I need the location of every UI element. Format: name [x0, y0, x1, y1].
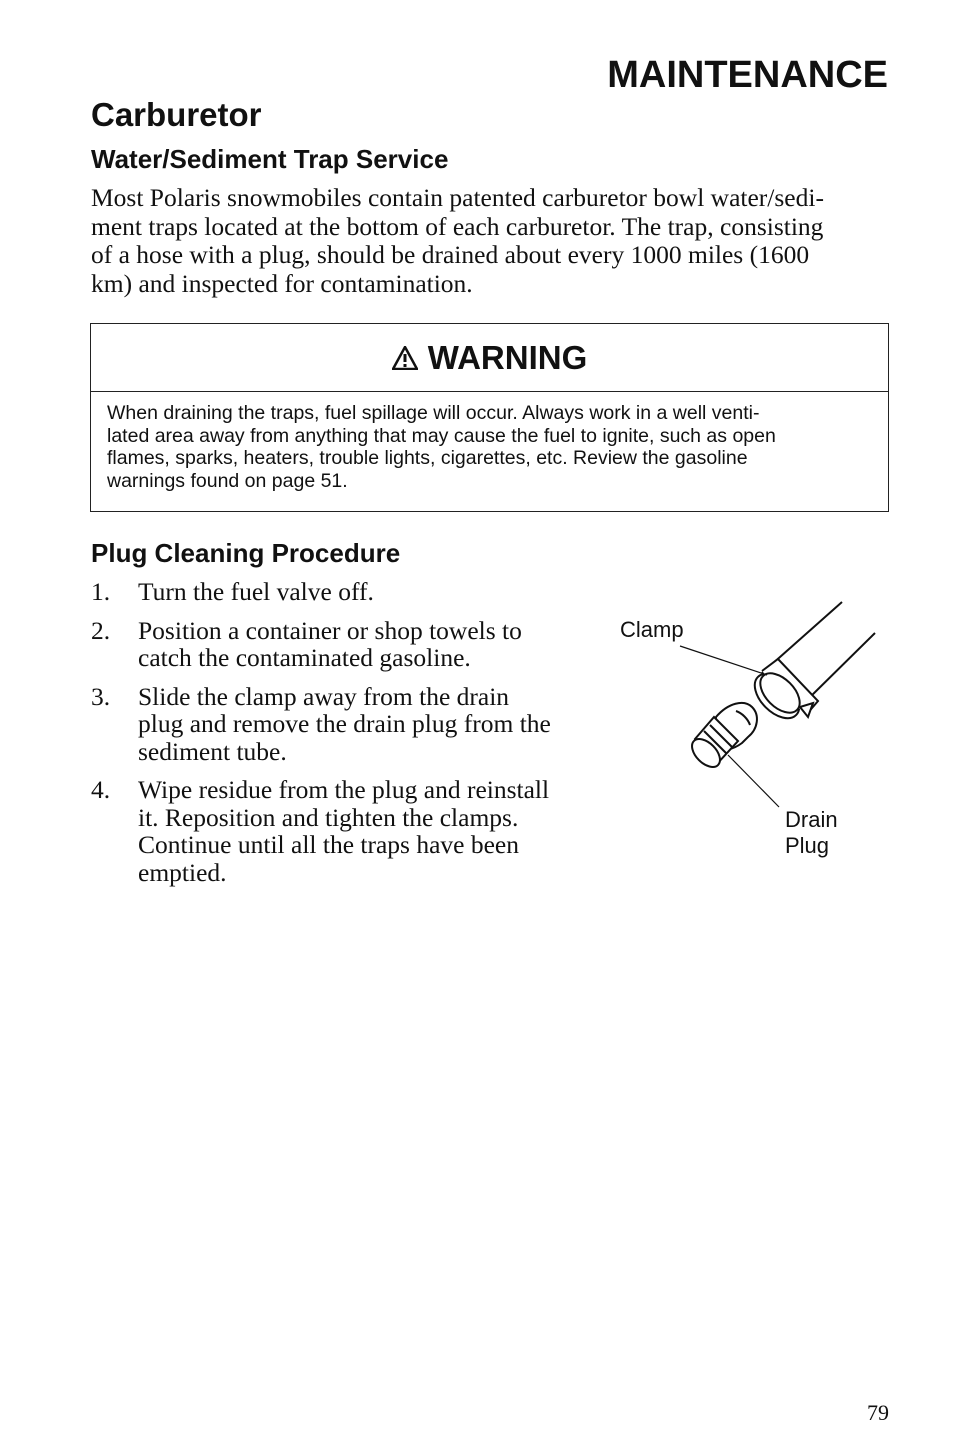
procedure-steps	[91, 578, 586, 897]
trap-service-paragraph	[91, 184, 891, 298]
list-item	[91, 776, 586, 886]
warning-line: lated area away from anything that may cause the fuel to ignite, such as open	[107, 424, 776, 447]
warning-line: flames, sparks, heaters, trouble lights, cigarettes, etc. Review the gasoline	[107, 447, 748, 469]
clamp-leader-line	[680, 646, 767, 675]
warning-title: WARNING	[427, 338, 588, 376]
step-line: emptied.	[138, 857, 227, 887]
step-line: Continue until all the traps have been	[138, 830, 519, 859]
clamp-label: Clamp	[620, 617, 684, 642]
step-line: sediment tube.	[138, 736, 287, 766]
drain-plug-leader-line	[728, 755, 779, 807]
page-title: Carburetor	[91, 96, 262, 133]
warning-triangle-icon	[392, 346, 418, 370]
trap-service-heading: Water/Sediment Trap Service	[91, 144, 449, 174]
drain-plug	[687, 703, 757, 772]
sediment-hose	[747, 602, 875, 726]
list-item	[91, 683, 586, 766]
paragraph-line: km) and inspected for contamination.	[91, 268, 473, 298]
drain-plug-figure	[610, 595, 890, 865]
drain-plug-label-line: Drain	[785, 807, 838, 832]
section-header: MAINTENANCE	[607, 54, 888, 96]
page-number: 79	[867, 1400, 889, 1425]
warning-box	[90, 323, 889, 512]
paragraph-line: of a hose with a plug, should be drained about every 1000 miles (1600	[91, 240, 810, 269]
warning-header	[91, 324, 888, 392]
warning-line: When draining the traps, fuel spillage will occur. Always work in a well venti-	[107, 402, 760, 424]
drain-plug-label-line: Plug	[785, 833, 830, 858]
step-line: Turn the fuel valve off.	[138, 577, 374, 606]
step-line: plug and remove the drain plug from the	[138, 709, 551, 738]
step-line: it. Reposition and tighten the clamps.	[138, 802, 519, 832]
list-item	[91, 578, 586, 606]
step-number: 1.	[91, 577, 111, 606]
step-number: 4.	[91, 775, 111, 804]
warning-line: warnings found on page 51.	[107, 469, 348, 492]
warning-text	[91, 392, 888, 492]
plug-cleaning-heading: Plug Cleaning Procedure	[91, 538, 401, 568]
list-item	[91, 617, 586, 672]
step-line: catch the contaminated gasoline.	[138, 643, 471, 672]
paragraph-line: Most Polaris snowmobiles contain patented carburetor bowl water/sedi-	[91, 183, 824, 212]
step-line: Wipe residue from the plug and reinstall	[138, 775, 550, 804]
step-line: Slide the clamp away from the drain	[138, 681, 510, 711]
drain-plug-label	[785, 807, 838, 859]
step-number: 2.	[91, 615, 111, 645]
step-number: 3.	[91, 681, 111, 711]
paragraph-line: ment traps located at the bottom of each carburetor. The trap, consisting	[91, 211, 824, 241]
step-line: Position a container or shop towels to	[138, 615, 522, 645]
